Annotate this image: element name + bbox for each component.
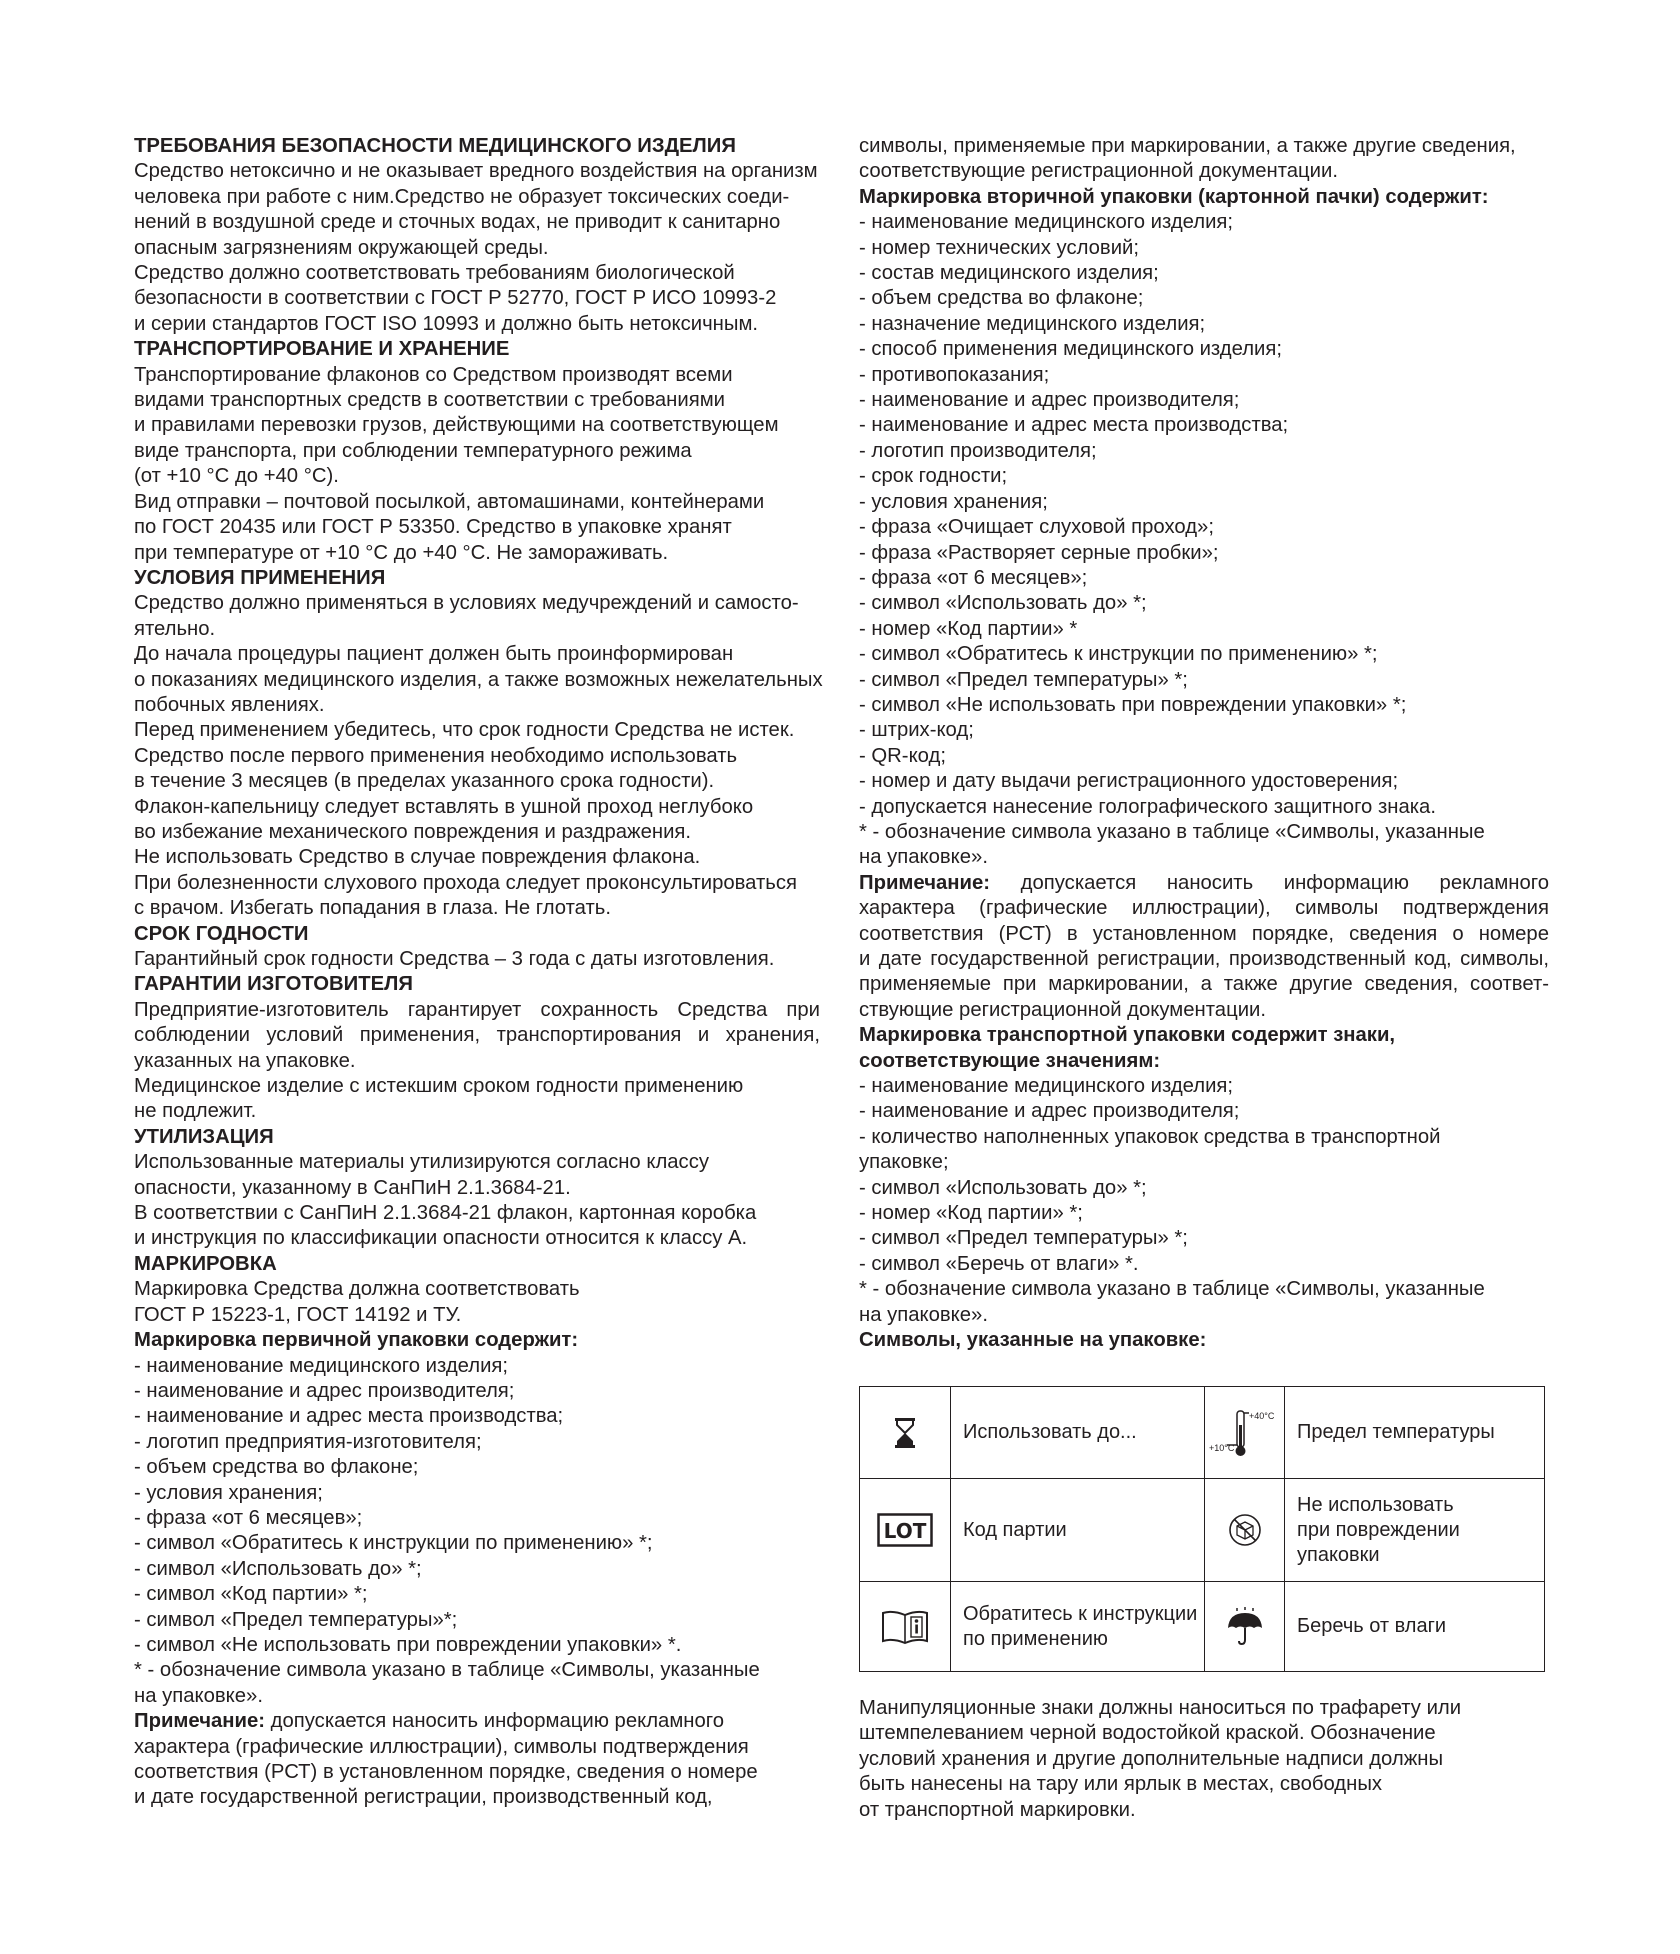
text-line: * - обозначение символа указано в таблице «Символы, указанные <box>134 1659 760 1682</box>
text-line: символы, применяемые при маркировании, а также другие сведения, <box>859 135 1516 157</box>
text-line: - срок годности; <box>859 465 1008 488</box>
symbol-label: Предел температуры <box>1285 1387 1545 1479</box>
text-line: Гарантийный срок годности Средства – 3 года с даты изготовления. <box>134 948 775 970</box>
text-line: - символ «Использовать до» *; <box>134 1557 422 1580</box>
text-line: - символ «Код партии» *; <box>134 1583 368 1606</box>
text-line: соответствия (РСТ) в установленном порядке, сведения о номере <box>859 922 1549 945</box>
lot-icon <box>860 1479 951 1582</box>
text-line: - символ «Использовать до» *; <box>859 592 1147 615</box>
text-line: До начала процедуры пациент должен быть проинформирован <box>134 643 734 666</box>
text-line: по ГОСТ 20435 или ГОСТ Р 53350. Средство в упаковке хранят <box>134 516 732 539</box>
text-line: нений в воздушной среде и сточных водах, не приводит к санитарно <box>134 211 781 234</box>
text-line: - наименование медицинского изделия; <box>134 1354 509 1377</box>
text-line: - номер «Код партии» *; <box>859 1202 1083 1225</box>
text-line: - символ «Использовать до» *; <box>859 1176 1147 1199</box>
text-line: - символ «Обратитесь к инструкции по применению» *; <box>134 1532 653 1555</box>
lot-text: LOT <box>883 1519 927 1543</box>
book-info-icon <box>860 1582 951 1672</box>
do-not-use-damaged-icon <box>1205 1479 1285 1582</box>
text-line: - наименование и адрес места производства; <box>859 414 1289 437</box>
text-line: условий хранения и другие дополнительные надписи должны <box>859 1747 1444 1770</box>
text-line: человека при работе с ним.Средство не образует токсических соеди- <box>134 185 790 208</box>
text-line: - символ «Предел температуры»*; <box>134 1608 458 1631</box>
section-heading: СРОК ГОДНОСТИ <box>134 922 309 945</box>
section-heading: Маркировка вторичной упаковки (картонной пачки) содержит: <box>859 185 1489 208</box>
text-line: - наименование и адрес производителя; <box>859 1100 1240 1123</box>
text-line: - логотип производителя; <box>859 439 1097 462</box>
text-line: видами транспортных средств в соответствии с требованиями <box>134 389 725 412</box>
text-line: - противопоказания; <box>859 363 1050 386</box>
text-line: и дате государственной регистрации, производственный код, <box>134 1786 713 1809</box>
transport-marking-note <box>859 1696 1549 1823</box>
section-heading: МАРКИРОВКА <box>134 1252 277 1275</box>
text-line: - фраза «Растворяет серные пробки»; <box>859 541 1219 564</box>
temp-low-text: +10°C <box>1208 1442 1234 1453</box>
text-line: - объем средства во флаконе; <box>134 1456 419 1479</box>
text-line: (от +10 °С до +40 °С). <box>134 465 339 488</box>
symbol-label: Не использовать при повреждении упаковки <box>1285 1479 1545 1582</box>
text-line: - логотип предприятия-изготовителя; <box>134 1430 482 1453</box>
note-label: Примечание: <box>859 871 991 894</box>
note-text: допускается наносить информацию рекламного <box>990 871 1549 894</box>
text-line: и серии стандартов ГОСТ ISO 10993 и должно быть нетоксичным. <box>134 312 759 335</box>
text-line: при температуре от +10 °С до +40 °С. Не замораживать. <box>134 541 669 564</box>
text-line: - допускается нанесение голографического защитного знака. <box>859 795 1436 818</box>
temp-high-text: +40°C <box>1248 1410 1274 1421</box>
text-line: соответствия (РСТ) в установленном порядке, сведения о номере <box>134 1761 758 1783</box>
text-line: - символ «Беречь от влаги» *. <box>859 1252 1139 1275</box>
text-line: Не использовать Средство в случае повреждения флакона. <box>134 846 701 869</box>
text-line: * - обозначение символа указано в таблице «Символы, указанные <box>859 820 1485 843</box>
text-line: на упаковке». <box>134 1684 263 1707</box>
text-line: - номер «Код партии» * <box>859 617 1078 640</box>
thermometer-icon <box>1205 1387 1285 1479</box>
section-heading: ТРЕБОВАНИЯ БЕЗОПАСНОСТИ МЕДИЦИНСКОГО ИЗДЕЛИЯ <box>134 135 736 157</box>
note-label: Примечание: <box>134 1710 266 1733</box>
section-heading: ГАРАНТИИ ИЗГОТОВИТЕЛЯ <box>134 973 413 996</box>
text-line: * - обозначение символа указано в таблице «Символы, указанные <box>859 1278 1485 1301</box>
text-line: упаковке; <box>859 1151 949 1174</box>
text-line: - символ «Не использовать при повреждении упаковки» *. <box>134 1633 682 1656</box>
text-line: Манипуляционные знаки должны наноситься по трафарету или <box>859 1697 1462 1719</box>
text-line: - наименование и адрес места производства; <box>134 1405 564 1428</box>
right-column <box>859 134 1549 1354</box>
text-line: и инструкция по классификации опасности относится к классу А. <box>134 1227 748 1250</box>
text-line: Средство нетоксично и не оказывает вредного воздействия на организм <box>134 160 818 183</box>
text-line: - количество наполненных упаковок средства в транспортной <box>859 1125 1441 1148</box>
text-line: - условия хранения; <box>859 490 1048 513</box>
text-line: - символ «Не использовать при повреждении упаковки» *; <box>859 693 1407 716</box>
text-line: в течение 3 месяцев (в пределах указанного срока годности). <box>134 770 715 793</box>
text-line: - фраза «от 6 месяцев»; <box>859 566 1088 589</box>
text-line: Предприятие-изготовитель гарантирует сохранность Средства при <box>134 998 820 1021</box>
text-line: характера (графические иллюстрации), символы подтверждения <box>134 1735 749 1758</box>
text-line: Перед применением убедитесь, что срок годности Средства не истек. <box>134 719 795 742</box>
symbol-label: Беречь от влаги <box>1285 1582 1545 1672</box>
text-line: - фраза «Очищает слуховой проход»; <box>859 516 1214 539</box>
text-line: от транспортной маркировки. <box>859 1798 1136 1821</box>
text-line: ГОСТ Р 15223-1, ГОСТ 14192 и ТУ. <box>134 1303 462 1326</box>
text-line: Вид отправки – почтовой посылкой, автомашинами, контейнерами <box>134 490 765 513</box>
symbol-label: Использовать до... <box>951 1387 1205 1479</box>
text-line: Средство должно применяться в условиях медучреждений и самосто- <box>134 592 799 615</box>
umbrella-icon <box>1205 1582 1285 1672</box>
section-heading: соответствующие значениям: <box>859 1049 1161 1072</box>
text-line: - номер технических условий; <box>859 236 1139 259</box>
text-line: и правилами перевозки грузов, действующими на соответствующем <box>134 414 779 437</box>
symbol-label: Код партии <box>951 1479 1205 1582</box>
text-line: - номер и дату выдачи регистрационного удостоверения; <box>859 770 1399 793</box>
text-line: - наименование медицинского изделия; <box>859 1075 1234 1098</box>
text-line: Медицинское изделие с истекшим сроком годности применению <box>134 1075 744 1098</box>
text-line: побочных явлениях. <box>134 693 325 716</box>
text-line: о показаниях медицинского изделия, а также возможных нежелательных <box>134 668 823 691</box>
text-line: Транспортирование флаконов со Средством производят всеми <box>134 363 733 386</box>
text-line: штемпелеванием черной водостойкой краской. Обозначение <box>859 1722 1436 1745</box>
text-line: указанных на упаковке. <box>134 1049 356 1072</box>
text-line: во избежание механического повреждения и раздражения. <box>134 820 692 843</box>
text-line: - объем средства во флаконе; <box>859 287 1144 310</box>
text-line: ствующие регистрационной документации. <box>859 998 1266 1021</box>
text-line <box>859 871 1549 896</box>
text-line: быть нанесены на тару или ярлык в местах, свободных <box>859 1773 1383 1796</box>
text-line: Флакон-капельницу следует вставлять в ушной проход неглубоко <box>134 795 754 818</box>
text-line: с врачом. Избегать попадания в глаза. Не глотать. <box>134 897 611 920</box>
text-line: - назначение медицинского изделия; <box>859 312 1206 335</box>
section-heading: Маркировка первичной упаковки содержит: <box>134 1329 579 1352</box>
text-line: - состав медицинского изделия; <box>859 262 1159 285</box>
text-line: виде транспорта, при соблюдении температурного режима <box>134 439 692 462</box>
text-line: применяемые при маркировании, а также другие сведения, соответ- <box>859 973 1549 996</box>
text-line: ятельно. <box>134 617 216 640</box>
text-line: на упаковке». <box>859 1303 988 1326</box>
text-line: При болезненности слухового прохода следует проконсультироваться <box>134 871 797 894</box>
text-line: - штрих-код; <box>859 719 974 742</box>
text-line: характера (графические иллюстрации), символы подтверждения <box>859 897 1549 920</box>
section-heading: Символы, указанные на упаковке: <box>859 1329 1207 1352</box>
text-line: Использованные материалы утилизируются согласно классу <box>134 1151 709 1174</box>
text-line: - символ «Обратитесь к инструкции по применению» *; <box>859 643 1378 666</box>
text-line: - наименование и адрес производителя; <box>134 1379 515 1402</box>
text-line: соответствующие регистрационной документации. <box>859 160 1338 183</box>
section-heading: УСЛОВИЯ ПРИМЕНЕНИЯ <box>134 566 386 589</box>
section-heading: Маркировка транспортной упаковки содержит знаки, <box>859 1024 1396 1047</box>
text-line: - фраза «от 6 месяцев»; <box>134 1506 363 1529</box>
text-line: опасным загрязнениям окружающей среды. <box>134 236 549 259</box>
text-line: и дате государственной регистрации, производственный код, символы, <box>859 948 1549 970</box>
text-line: - наименование и адрес производителя; <box>859 389 1240 412</box>
text-line: В соответствии с СанПиН 2.1.3684-21 флакон, картонная коробка <box>134 1202 757 1225</box>
text-line: Средство должно соответствовать требованиям биологической <box>134 262 735 285</box>
text-line: безопасности в соответствии с ГОСТ Р 52770, ГОСТ Р ИСО 10993-2 <box>134 287 777 310</box>
text-line: - символ «Предел температуры» *; <box>859 1227 1188 1250</box>
text-line: - символ «Предел температуры» *; <box>859 668 1188 691</box>
symbols-table <box>859 1386 1545 1672</box>
text-line: на упаковке». <box>859 846 988 869</box>
hourglass-icon <box>860 1387 951 1479</box>
text-line: - способ применения медицинского изделия; <box>859 338 1283 361</box>
text-line: не подлежит. <box>134 1100 257 1123</box>
section-heading: УТИЛИЗАЦИЯ <box>134 1125 274 1148</box>
text-line <box>134 1709 820 1734</box>
text-line: - наименование медицинского изделия; <box>859 211 1234 234</box>
text-line: - условия хранения; <box>134 1481 323 1504</box>
text-line: - QR-код; <box>859 744 946 767</box>
left-column <box>134 134 823 1811</box>
text-line: опасности, указанному в СанПиН 2.1.3684-21. <box>134 1176 571 1199</box>
section-heading: ТРАНСПОРТИРОВАНИЕ И ХРАНЕНИЕ <box>134 338 510 361</box>
note-text: допускается наносить информацию рекламного <box>265 1710 724 1733</box>
text-line: Средство после первого применения необходимо использовать <box>134 744 738 767</box>
text-line: соблюдении условий применения, транспортирования и хранения, <box>134 1024 820 1047</box>
symbol-label: Обратитесь к инструкции по применению <box>951 1582 1205 1672</box>
text-line: Маркировка Средства должна соответствовать <box>134 1278 580 1301</box>
